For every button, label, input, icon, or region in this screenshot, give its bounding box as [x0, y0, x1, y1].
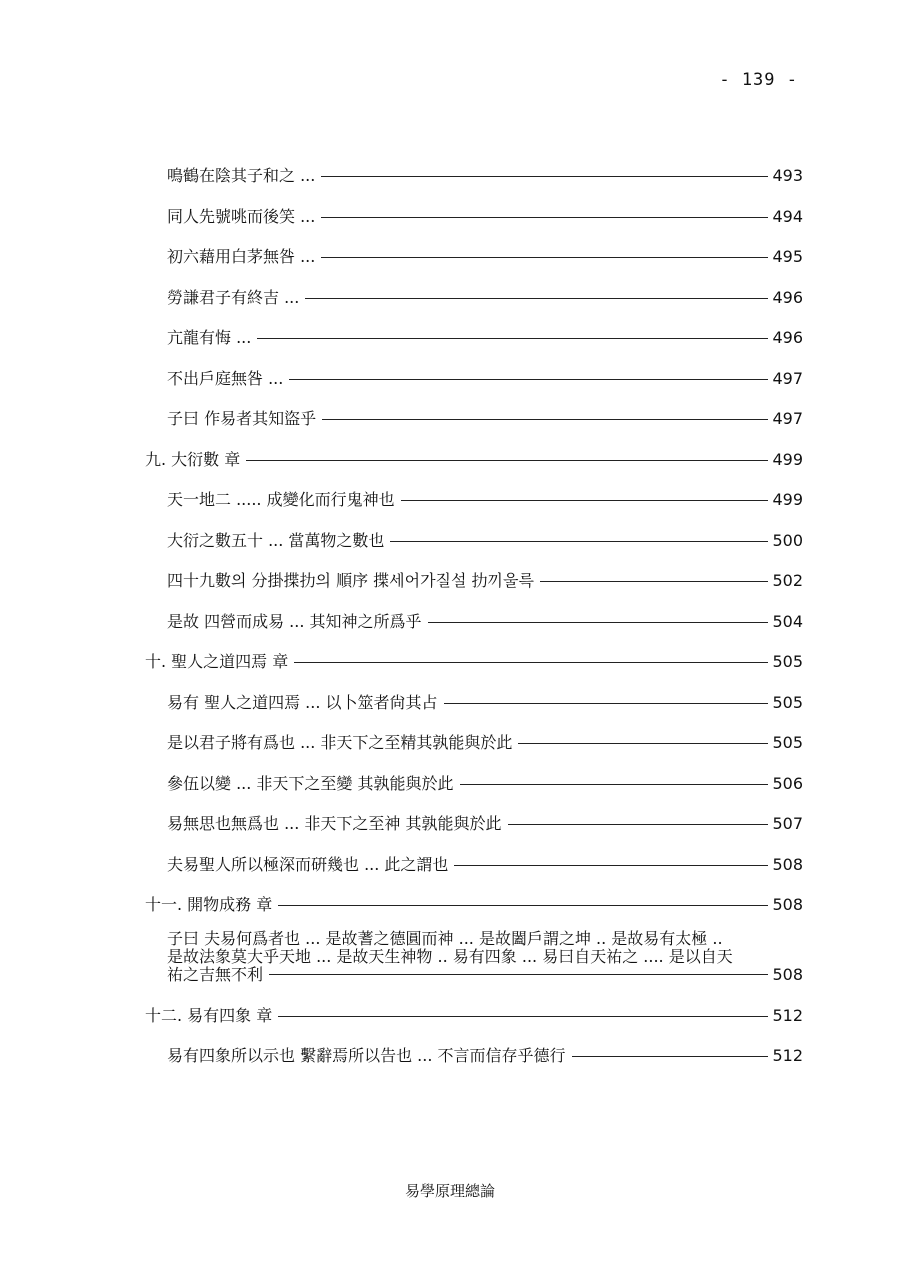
toc-chapter-row: [145, 1000, 803, 1026]
toc-page-number: 499: [772, 490, 803, 509]
toc-leader-line: [454, 865, 768, 866]
toc-leader-line: [518, 743, 768, 744]
toc-entry-line-2: 是故法象莫大乎天地 ... 是故天生神物 .. 易有四象 ... 易曰自天祐之 .... 是以自天: [167, 946, 733, 966]
toc-entry-line-3-row: [167, 966, 803, 984]
toc-page-number: 496: [772, 328, 803, 347]
toc-page-number: 496: [772, 287, 803, 307]
toc-leader-line: [401, 500, 769, 501]
toc-chapter-title: 十一. 開物成務 章: [145, 895, 273, 914]
toc-leader-line: [321, 176, 768, 177]
toc-page-number: 508: [772, 854, 803, 874]
toc-page-number: 506: [772, 773, 803, 793]
toc-entry-row: [145, 606, 803, 632]
toc-leader-line: [572, 1056, 769, 1057]
toc-leader-line: [322, 419, 768, 420]
toc-leader-line: [508, 824, 769, 825]
toc-page-number: 495: [772, 247, 803, 266]
toc-entry-row: [145, 1040, 803, 1066]
toc-entry-title: 大衍之數五十 ... 當萬物之數也: [167, 530, 385, 550]
toc-entry-row: [145, 322, 803, 348]
toc-chapter-row: [145, 889, 803, 915]
toc-page-number: 505: [772, 652, 803, 671]
toc-entry-row: [145, 727, 803, 753]
toc-page-number: 497: [772, 368, 803, 388]
toc-chapter-title: 九. 大衍數 章: [145, 449, 241, 469]
toc-entry-row: [145, 687, 803, 713]
toc-page-number: 505: [772, 692, 803, 712]
toc-entry-title: 同人先號咷而後笑 ...: [167, 206, 316, 226]
toc-page-number: 508: [772, 895, 803, 914]
toc-leader-line: [460, 784, 769, 785]
toc-entry-row: [145, 808, 803, 834]
toc-leader-line: [540, 581, 769, 582]
book-title-footer: 易學原理總論: [404, 1182, 495, 1200]
toc-chapter-title: 十二. 易有四象 章: [145, 1005, 273, 1025]
toc-entry-title: 子曰 作易者其知盜乎: [167, 409, 317, 428]
toc-chapter-row: [145, 646, 803, 672]
toc-entry-multiline: [145, 930, 803, 984]
toc-entry-title: 是以君子將有爲也 ... 非天下之至精其孰能與於此: [167, 733, 513, 752]
toc-leader-line: [278, 905, 768, 906]
toc-page-number: 507: [772, 814, 803, 833]
toc-leader-line: [321, 257, 768, 258]
toc-entry-title: 初六藉用白茅無咎 ...: [167, 247, 316, 266]
toc-entry-title: 易無思也無爲也 ... 非天下之至神 其孰能與於此: [167, 814, 502, 833]
toc-leader-line: [390, 541, 768, 542]
toc-list-before: [145, 160, 803, 915]
toc-page-number: 512: [772, 1046, 803, 1065]
toc-entry-row: [145, 768, 803, 794]
toc-entry-row: [145, 363, 803, 389]
toc-entry-row: [145, 241, 803, 267]
toc-leader-line: [246, 460, 768, 461]
toc-entry-row: [145, 565, 803, 591]
toc-page-number: 500: [772, 530, 803, 550]
toc-entry-title: 亢龍有悔 ...: [167, 328, 252, 347]
toc-entry-title: 天一地二 ..... 成變化而行鬼神也: [167, 490, 395, 509]
toc-entry-line-1: 子曰 夫易何爲者也 ... 是故蓍之德圓而神 ... 是故闔戶謂之坤 .. 是故易有太極 ..: [167, 928, 723, 948]
toc-page-number: 493: [772, 166, 803, 185]
toc-entry-title: 易有 聖人之道四焉 ... 以卜筮者尙其占: [167, 692, 438, 712]
toc-leader-line: [428, 622, 769, 623]
toc-page-number: 499: [772, 449, 803, 469]
toc-entry-title: 是故 四營而成易 ... 其知神之所爲乎: [167, 611, 422, 631]
toc-leader-line: [294, 662, 768, 663]
toc-entry-title: 四十九數의 分掛揲扐의 順序 揲세어가질설 扐끼울륵: [167, 571, 534, 590]
toc-page-number: 504: [772, 611, 803, 631]
toc-entry-line-3: 祐之吉無不利: [167, 964, 264, 984]
toc-leader-line: [321, 217, 768, 218]
toc-leader-line: [278, 1016, 768, 1017]
toc-entry-row: [145, 403, 803, 429]
toc-entry-title: 不出戶庭無咎 ...: [167, 368, 284, 388]
toc-list-after: [145, 1000, 803, 1067]
toc-page-number: 512: [772, 1005, 803, 1025]
toc-leader-line: [289, 379, 768, 380]
toc-entry-title: 參伍以變 ... 非天下之至變 其孰能與於此: [167, 773, 454, 793]
toc-page-number: 494: [772, 206, 803, 226]
toc-page-number: 505: [772, 733, 803, 752]
toc-leader-line: [269, 974, 768, 975]
toc-chapter-row: [145, 444, 803, 470]
toc-chapter-title: 十. 聖人之道四焉 章: [145, 652, 289, 671]
toc-entry-row: [145, 160, 803, 186]
toc-entry-title: 夫易聖人所以極深而硏幾也 ... 此之謂也: [167, 854, 449, 874]
toc-entry-row: [145, 282, 803, 308]
toc-entry-title: 勞謙君子有終吉 ...: [167, 287, 300, 307]
toc-entry-title: 鳴鶴在陰其子和之 ...: [167, 166, 316, 185]
toc-leader-line: [305, 298, 768, 299]
toc-page-number: 508: [772, 964, 803, 984]
toc-leader-line: [444, 703, 769, 704]
toc-entry-row: [145, 849, 803, 875]
toc-entry-row: [145, 201, 803, 227]
toc-leader-line: [257, 338, 768, 339]
toc-entry-title: 易有四象所以示也 繫辭焉所以告也 ... 不言而信存乎德行: [167, 1046, 566, 1065]
page-number: - 139 -: [719, 70, 798, 90]
table-of-contents: [145, 160, 803, 1081]
toc-page-number: 502: [772, 571, 803, 590]
toc-page-number: 497: [772, 409, 803, 428]
toc-entry-row: [145, 484, 803, 510]
toc-entry-row: [145, 525, 803, 551]
